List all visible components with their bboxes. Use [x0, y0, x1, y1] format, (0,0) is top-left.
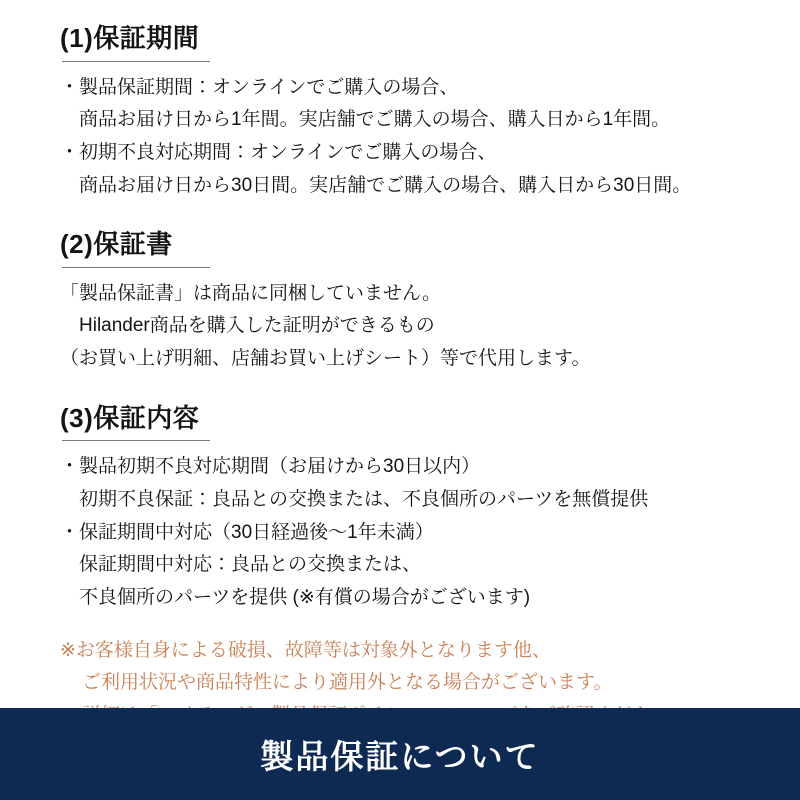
section-warranty-period: [60, 22, 764, 202]
section-warranty-certificate: [60, 228, 764, 376]
spacer: [60, 380, 764, 402]
body-line: ・初期不良対応期間：オンラインでご購入の場合、: [60, 141, 497, 163]
body-line: ・保証期間中対応（30日経過後〜1年未満）: [60, 521, 434, 543]
body-line: （お買い上げ明細、店舗お買い上げシート）等で代用します。: [60, 348, 591, 370]
section-body: [60, 451, 764, 614]
body-line: 保証期間中対応：良品との交換または、: [60, 554, 422, 576]
spacer: [60, 206, 764, 228]
footer-banner: [0, 708, 800, 800]
body-line: 商品お届け日から30日間。実店舗でご購入の場合、購入日から30日間。: [60, 174, 692, 196]
body-line: 商品お届け日から1年間。実店舗でご購入の場合、購入日から1年間。: [60, 109, 671, 131]
footer-title: 製品保証について: [260, 737, 540, 775]
note-line: ※お客様自身による破損、故障等は対象外となります他、: [60, 639, 551, 661]
body-line: ・製品保証期間：オンラインでご購入の場合、: [60, 76, 459, 98]
heading-divider: [62, 267, 210, 268]
body-line: ・製品初期不良対応期間（お届けから30日以内）: [60, 456, 481, 478]
body-line: Hilander商品を購入した証明ができるもの: [60, 315, 435, 337]
section-body: [60, 278, 764, 376]
section-heading: (2)保証書: [60, 229, 173, 260]
body-line: 不良個所のパーツを提供 (※有償の場合がございます): [60, 586, 531, 608]
section-body: [60, 72, 764, 203]
section-warranty-coverage: [60, 402, 764, 615]
note-line: ご利用状況や商品特性により適用外となる場合がございます。: [82, 672, 613, 694]
body-line: 初期不良保証：良品との交換または、不良個所のパーツを無償提供: [60, 488, 649, 510]
body-line: 「製品保証書」は商品に同梱していません。: [60, 282, 442, 304]
section-heading: (3)保証内容: [60, 402, 200, 433]
section-heading: (1)保証期間: [60, 23, 200, 53]
heading-divider: [62, 440, 210, 441]
heading-divider: [62, 61, 210, 62]
